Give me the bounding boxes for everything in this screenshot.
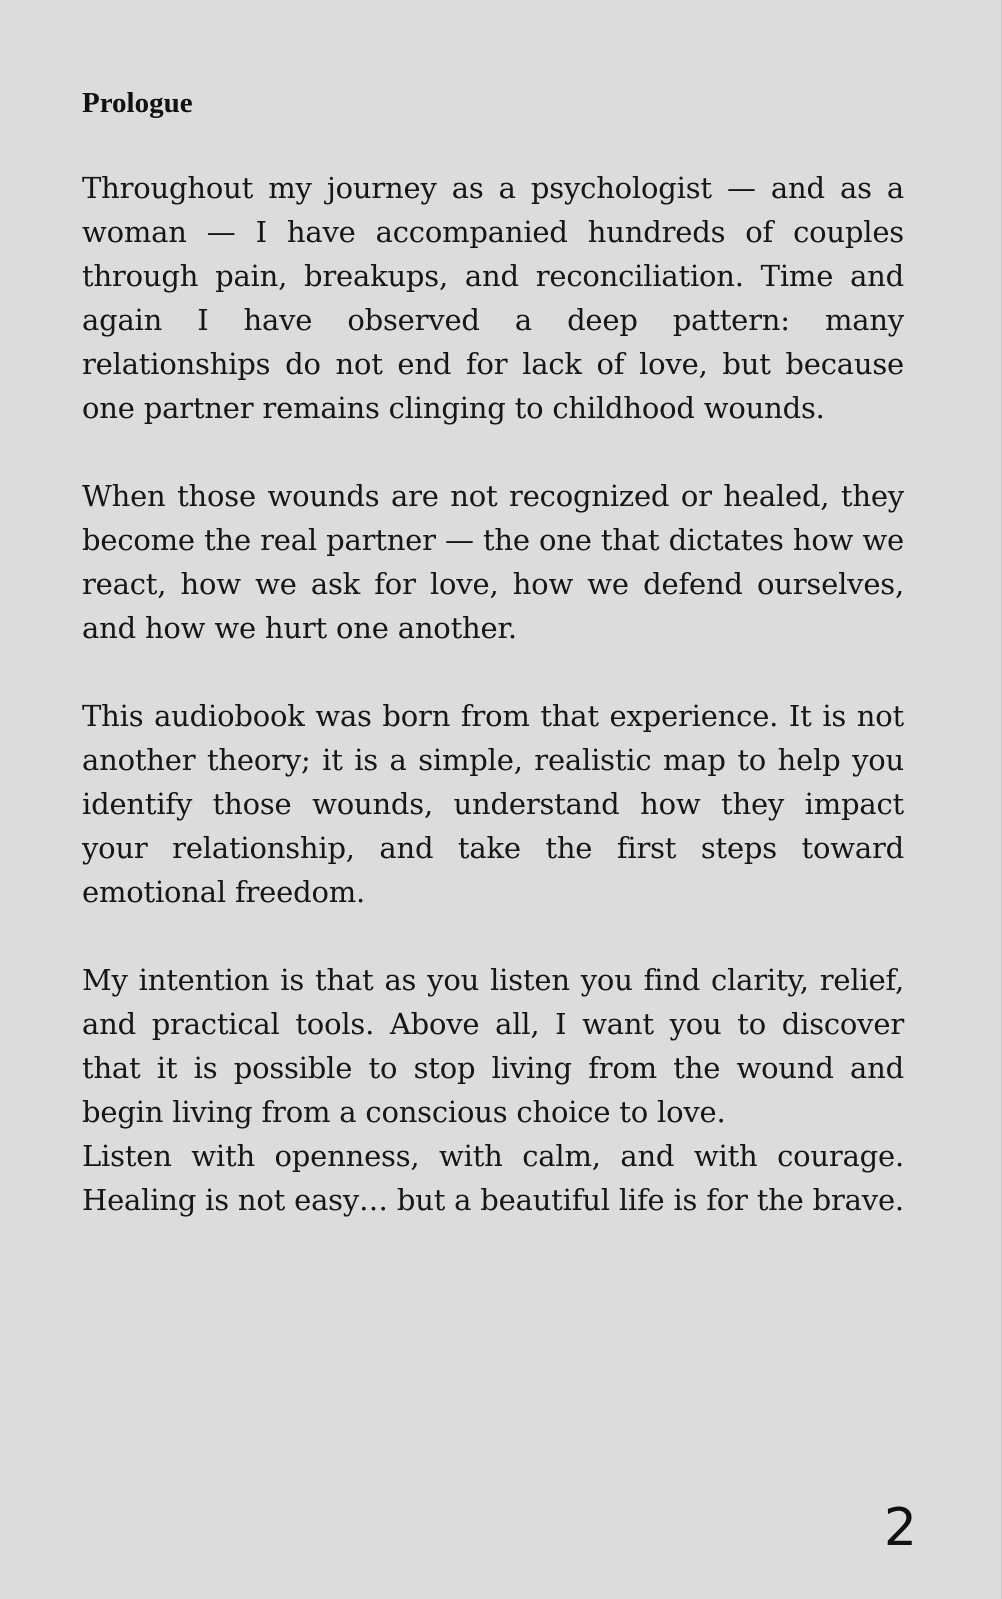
page-number: 2 [883, 1498, 917, 1558]
paragraph: This audiobook was born from that experience. It is not another theory; it is a simple, realistic map to help you identify those wounds, understand how they impact your relationship, and take the first steps toward emotional freedom. [82, 699, 904, 909]
paragraph: My intention is that as you listen you find clarity, relief, and practical tools. Above all, I want you to discover that it is possible to stop living from the wound and begin living from a conscious choice to love. [82, 963, 904, 1129]
page-content [82, 86, 904, 1266]
page-title: Prologue [82, 87, 193, 119]
paragraph: Throughout my journey as a psychologist — and as a woman — I have accompanied hundreds of couples through pain, breakups, and reconciliation. Time and again I have observed a deep pattern: many relationships do not end for lack of love, but because one partner remains clinging to childhood wounds. [82, 171, 904, 425]
paragraph: When those wounds are not recognized or healed, they become the real partner — the one that dictates how we react, how we ask for love, how we defend ourselves, and how we hurt one another. [82, 479, 904, 645]
paragraph: Listen with openness, with calm, and with courage. Healing is not easy… but a beautiful life is for the brave. [82, 1139, 904, 1217]
